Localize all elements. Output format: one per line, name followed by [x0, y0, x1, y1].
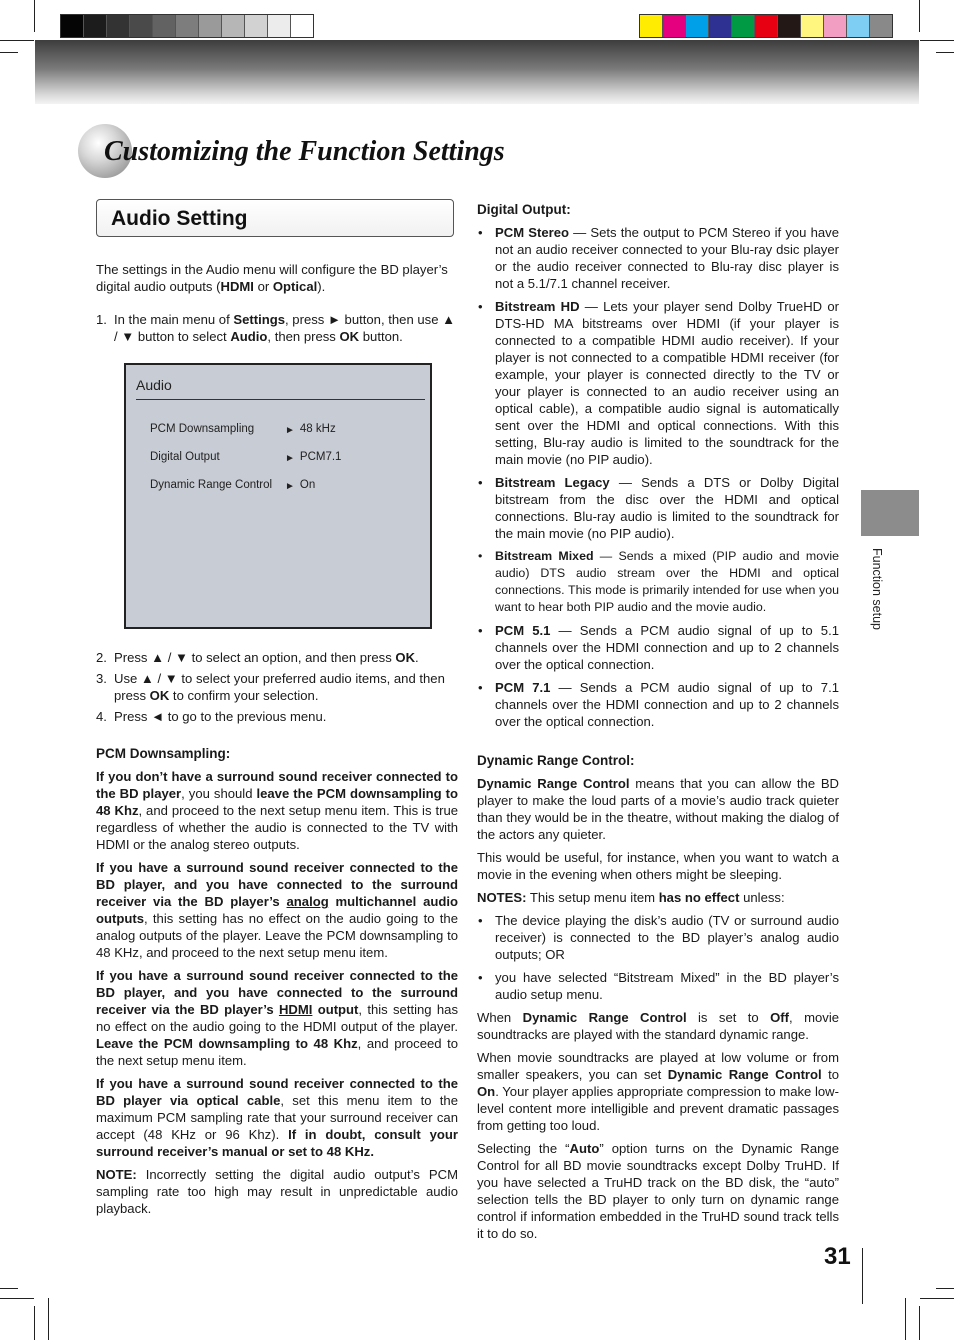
- pcm-note: NOTE: Incorrectly setting the digital audio output’s PCM sampling rate too high may result in unpredictable audio playback.: [96, 1167, 458, 1216]
- menu-row-digital-output[interactable]: Digital Output ► PCM7.1: [150, 449, 341, 467]
- drc-paragraph-1: Dynamic Range Control means that you can allow the BD player to make the loud parts of a movie’s audio track quieter than they would be in the theatre, without making the dialog of the actors any quieter.: [477, 776, 840, 842]
- notes-list: [477, 912, 839, 1003]
- calibration-swatch: [847, 15, 870, 37]
- section-title: Audio Setting: [111, 207, 248, 230]
- pcm-paragraph-2: If you have a surround sound receiver connected to the BD player, and you have connected to the surround receiver via the BD player’s analog multichannel audio outputs, this setting has no effect on the audio going to the analog outputs of the player. Leave the PCM downsampling to 48 KHz, and proceed to the next setup menu item.: [96, 860, 458, 960]
- calibration-swatch: [801, 15, 824, 37]
- drc-notes: NOTES: This setup menu item has no effect unless:: [477, 890, 785, 905]
- calibration-swatch: [640, 15, 663, 37]
- list-item: • you have selected “Bitstream Mixed” in the BD player’s audio setup menu.: [478, 970, 839, 1002]
- calibration-swatch: [663, 15, 686, 37]
- calibration-swatch: [268, 15, 291, 37]
- play-arrow-icon: ►: [285, 453, 295, 464]
- menu-row-dynamic-range-control[interactable]: Dynamic Range Control ► On: [150, 477, 315, 495]
- page-number: 31: [824, 1243, 851, 1270]
- drc-paragraph-auto: Selecting the “Auto” option turns on the Dynamic Range Control for all BD movie soundtracks except Dolby TruHD. If you have selected a TruHD track on the BD disk, the “auto” selection tells the BD player to only turn on dynamic range control if information embedded in the TruHD sound track tells it to do so.: [477, 1141, 839, 1241]
- menu-divider: [136, 399, 425, 400]
- play-arrow-icon: ►: [285, 481, 295, 492]
- calibration-swatch: [84, 15, 107, 37]
- intro-paragraph: The settings in the Audio menu will configure the BD player’s digital audio outputs (HDMI or Optical).: [96, 262, 448, 294]
- calibration-swatch: [686, 15, 709, 37]
- calibration-swatch: [709, 15, 732, 37]
- drc-paragraph-2: This would be useful, for instance, when you want to watch a movie in the evening when others might be sleeping.: [477, 850, 839, 882]
- step-2: 2. Press ▲ / ▼ to select an option, and then press OK.: [96, 650, 419, 665]
- left-column: [96, 261, 458, 1223]
- grayscale-calibration-bar: [60, 14, 314, 38]
- pcm-paragraph-4: If you have a surround sound receiver connected to the BD player via optical cable, set this menu item to the maximum PCM sampling rate that your surround receiver can accept (48 KHz or 96 Khz). If in doubt, consult your surround receiver’s manual or set to 48 KHz.: [96, 1076, 458, 1159]
- menu-title: Audio: [136, 377, 172, 393]
- calibration-swatch: [153, 15, 176, 37]
- calibration-swatch: [245, 15, 268, 37]
- calibration-swatch: [824, 15, 847, 37]
- calibration-swatch: [291, 15, 313, 37]
- calibration-swatch: [778, 15, 801, 37]
- menu-row-pcm-downsampling[interactable]: PCM Downsampling ► 48 kHz: [150, 421, 336, 439]
- color-calibration-bar: [639, 14, 893, 38]
- list-item: • PCM 7.1 — Sends a PCM audio signal of up to 7.1 channels over the HDMI connection and up to 2 channels over the optical connection.: [478, 680, 839, 729]
- pcm-downsampling-heading: PCM Downsampling:: [96, 746, 231, 761]
- step-1: 1. In the main menu of Settings, press ► button, then use ▲ / ▼ button to select Audio, then press OK button.: [96, 312, 456, 344]
- calibration-swatch: [222, 15, 245, 37]
- drc-paragraph-on: When movie soundtracks are played at low volume or from smaller speakers, you can set Dynamic Range Control to On. Your player applies appropriate compression to make low-level content more intelligible and prevent dramatic passages from getting too loud.: [477, 1050, 840, 1133]
- right-column: [477, 201, 839, 1248]
- pcm-paragraph-1: If you don’t have a surround sound receiver connected to the BD player, you should leave the PCM downsampling to 48 Khz, and proceed to the next setup menu item. This is true regardless of whether the audio is connected to the TV with HDMI or the analog stereo outputs.: [96, 769, 459, 852]
- calibration-swatch: [61, 15, 84, 37]
- calibration-swatch: [107, 15, 130, 37]
- digital-output-heading: Digital Output:: [477, 202, 571, 217]
- step-3: 3. Use ▲ / ▼ to select your preferred audio items, and then press OK to confirm your selection.: [96, 671, 445, 703]
- dynamic-range-control-heading: Dynamic Range Control:: [477, 753, 635, 768]
- page-title: Customizing the Function Settings: [104, 136, 505, 167]
- list-item: • Bitstream Mixed — Sends a mixed (PIP audio and movie audio) DTS audio stream over the HDMI and optical connections. This mode is primarily intended for use when you want to hear both PIP audio and the movie audio.: [478, 549, 839, 614]
- list-item: • PCM 5.1 — Sends a PCM audio signal of up to 5.1 channels over the HDMI connection and up to 2 channels over the optical connection.: [478, 623, 839, 672]
- list-item: • The device playing the disk’s audio (TV or surround audio receiver) is connected to the BD player’s analog audio outputs; OR: [478, 913, 839, 962]
- pcm-paragraph-3: If you have a surround sound receiver connected to the BD player, and you have connected to the surround receiver via the BD player’s HDMI output, this setting has no effect on the audio going to the HDMI output of the player. Leave the PCM downsampling to 48 Khz, and proceed to the next setup menu item.: [96, 968, 459, 1068]
- calibration-swatch: [755, 15, 778, 37]
- list-item: • Bitstream Legacy — Sends a DTS or Dolby Digital bitstream from the disc over the HDMI and optical connections. Blu-ray audio is limited to the soundtrack for the main movie (no PIP audio).: [478, 475, 839, 541]
- list-item: • PCM Stereo — Sets the output to PCM Stereo if you have not an audio receiver connected to your Blu-ray dsic player or the audio receiver connected to Blu-ray disc player is not a 5.1/7.1 channel receiver.: [478, 225, 839, 291]
- header-band: [35, 40, 919, 104]
- audio-menu-screenshot: [124, 363, 432, 629]
- section-heading-box: [96, 199, 454, 237]
- page-number-rule: [862, 1248, 863, 1304]
- play-arrow-icon: ►: [285, 425, 295, 436]
- step-4: 4. Press ◄ to go to the previous menu.: [96, 709, 327, 724]
- side-chapter-tab: [861, 490, 919, 536]
- side-tab-label: Function setup: [870, 548, 884, 630]
- calibration-swatch: [176, 15, 199, 37]
- calibration-swatch: [870, 15, 892, 37]
- digital-output-list: [477, 224, 839, 730]
- calibration-swatch: [199, 15, 222, 37]
- drc-paragraph-off: When Dynamic Range Control is set to Off, movie soundtracks are played with the standard dynamic range.: [477, 1010, 840, 1042]
- list-item: • Bitstream HD — Lets your player send Dolby TrueHD or DTS-HD MA bitstreams over HDMI (if your player is connected to a compatible HDMI audio receiver). If your player is not connected to a compatible HDMI receiver (for example, your player is connected directly to the TV or your player is connected to an audio receiver using an optical cable), a compatible audio signal is automatically sent over the HDMI and optical connections. With this setting, Blu-ray audio is limited to the soundtrack for the main movie (no PIP audio).: [478, 299, 839, 467]
- calibration-swatch: [732, 15, 755, 37]
- calibration-swatch: [130, 15, 153, 37]
